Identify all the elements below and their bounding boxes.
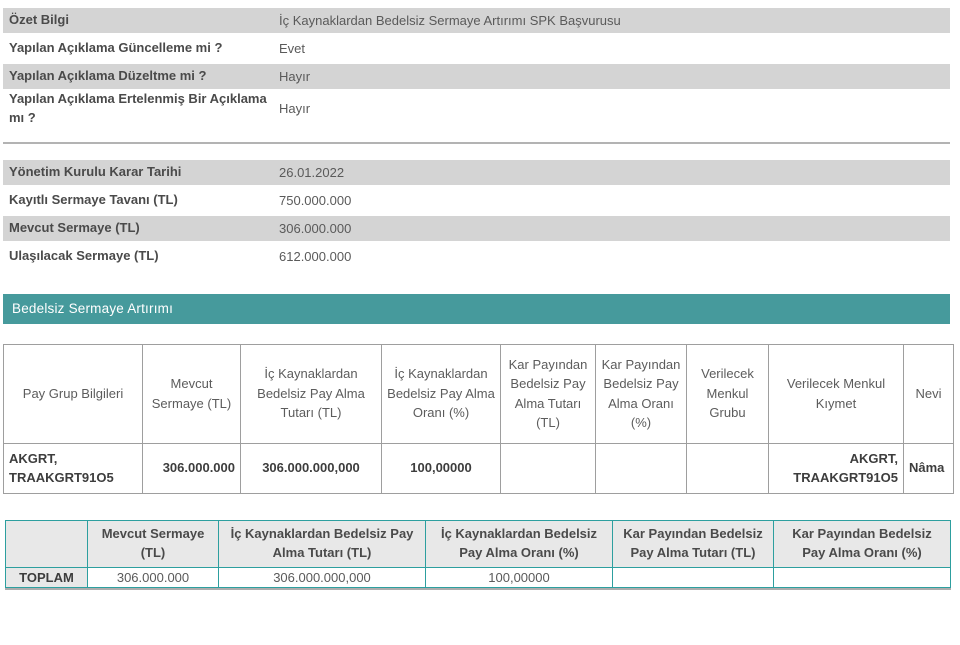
capital-row-value: 612.000.000 [279,248,352,264]
section-divider [3,142,950,144]
totals-header-cell: İç Kaynaklardan Bedelsiz Pay Alma Tutarı (TL) [219,521,426,568]
pay-group-cell: 100,00000 [382,443,501,494]
totals-header-row [6,521,951,568]
summary-row [3,8,950,33]
summary-row-value: Evet [279,41,306,56]
pay-group-table [3,344,954,495]
summary-row-label: Yapılan Açıklama Düzeltme mi ? [9,68,207,84]
section-banner: Bedelsiz Sermaye Artırımı [3,294,950,324]
capital-row-label: Ulaşılacak Sermaye (TL) [9,247,159,263]
totals-cell: 100,00000 [426,568,613,588]
pay-group-cell [501,443,596,494]
pay-group-cell: AKGRT, TRAAKGRT91O5 [769,443,904,494]
pay-group-data-row [4,443,954,494]
pay-group-header-cell: İç Kaynaklardan Bedelsiz Pay Alma Oranı (%) [382,344,501,443]
capital-row-value: 306.000.000 [279,220,352,236]
summary-row-label: Yapılan Açıklama Ertelenmiş Bir Açıklama mı ? [9,91,267,125]
summary-row-label: Yapılan Açıklama Güncelleme mi ? [9,40,223,56]
capital-row [3,216,950,241]
summary-row-value: Hayır [279,101,311,117]
pay-group-header-row [4,344,954,443]
pay-group-header-cell: Nevi [904,344,954,443]
totals-row-label: TOPLAM [6,568,88,588]
totals-cell: 306.000.000 [88,568,219,588]
summary-row [3,89,950,129]
summary-row-value: İç Kaynaklardan Bedelsiz Sermaye Artırımı SPK Başvurusu [279,13,621,28]
summary-row-value: Hayır [279,69,311,84]
pay-group-cell [596,443,687,494]
pay-group-header-cell: İç Kaynaklardan Bedelsiz Pay Alma Tutarı (TL) [241,344,382,443]
summary-row [3,33,950,64]
capital-row [3,160,950,185]
capital-info-section [3,160,950,272]
summary-info-section [3,8,950,129]
pay-group-header-cell: Pay Grup Bilgileri [4,344,143,443]
capital-row [3,185,950,216]
pay-group-cell: Nâma [904,443,954,494]
pay-group-cell [687,443,769,494]
totals-cell [774,568,951,588]
capital-row [3,241,950,272]
pay-group-header-cell: Verilecek Menkul Grubu [687,344,769,443]
pay-group-cell: 306.000.000,000 [241,443,382,494]
totals-header-cell: Kar Payından Bedelsiz Pay Alma Oranı (%) [774,521,951,568]
pay-group-cell: AKGRT, TRAAKGRT91O5 [4,443,143,494]
totals-data-row [6,568,951,588]
totals-cell: 306.000.000,000 [219,568,426,588]
capital-row-label: Kayıtlı Sermaye Tavanı (TL) [9,191,178,207]
pay-group-cell: 306.000.000 [143,443,241,494]
totals-cell [613,568,774,588]
totals-header-cell [6,521,88,568]
summary-row [3,64,950,89]
capital-row-value: 26.01.2022 [279,164,345,180]
capital-row-value: 750.000.000 [279,192,352,208]
totals-header-cell: Kar Payından Bedelsiz Pay Alma Tutarı (TL) [613,521,774,568]
summary-row-label: Özet Bilgi [9,12,69,28]
pay-group-header-cell: Mevcut Sermaye (TL) [143,344,241,443]
pay-group-header-cell: Kar Payından Bedelsiz Pay Alma Tutarı (TL) [501,344,596,443]
capital-row-label: Yönetim Kurulu Karar Tarihi [9,163,182,179]
totals-table [5,520,951,588]
capital-row-label: Mevcut Sermaye (TL) [9,219,140,235]
totals-header-cell: İç Kaynaklardan Bedelsiz Pay Alma Oranı (%) [426,521,613,568]
totals-header-cell: Mevcut Sermaye (TL) [88,521,219,568]
pay-group-header-cell: Kar Payından Bedelsiz Pay Alma Oranı (%) [596,344,687,443]
pay-group-header-cell: Verilecek Menkul Kıymet [769,344,904,443]
